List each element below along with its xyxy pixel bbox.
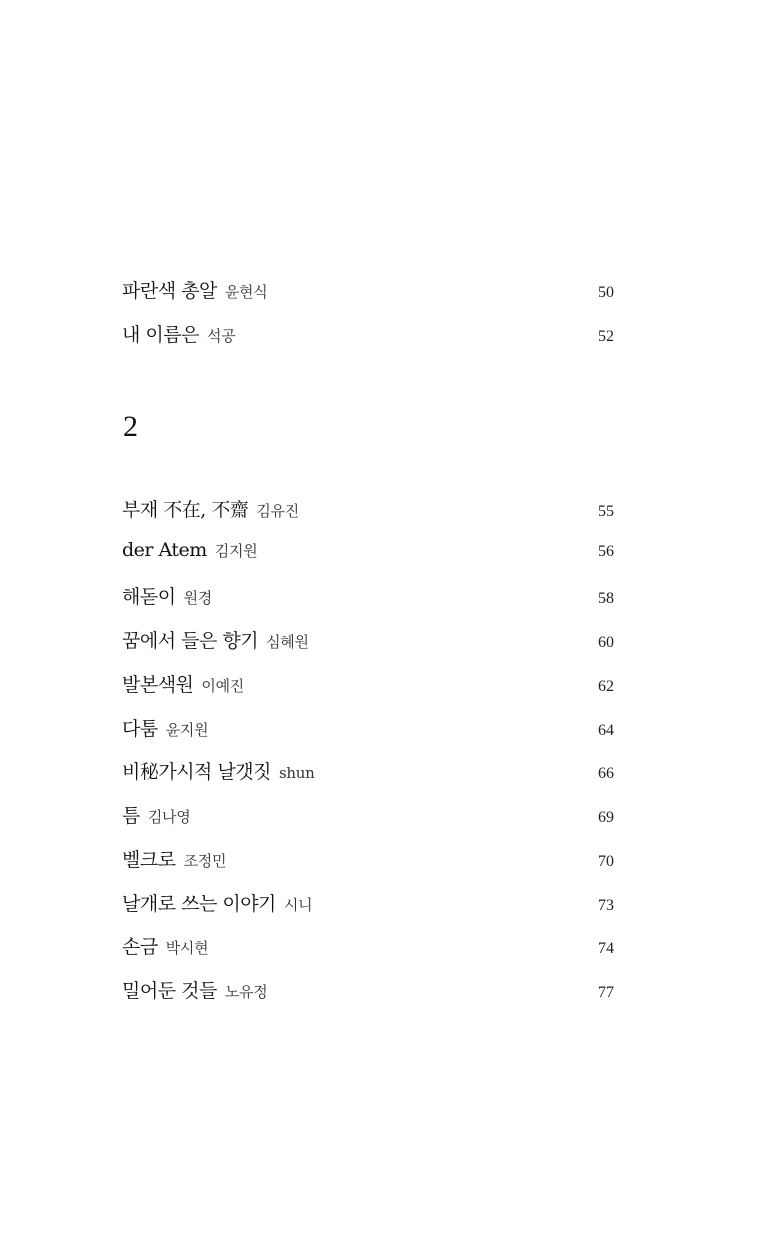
toc-entry-author: 윤지원 bbox=[165, 721, 209, 739]
toc-entry bbox=[122, 320, 614, 350]
toc-entry-title: 날개로 쓰는 이야기 bbox=[122, 893, 276, 915]
toc-entry bbox=[122, 976, 614, 1006]
toc-entry-page-number: 66 bbox=[598, 765, 614, 782]
toc-entry-title: 밀어둔 것들 bbox=[122, 980, 217, 1002]
toc-entry-author: 노유정 bbox=[224, 983, 268, 1001]
toc-entry-page-number: 50 bbox=[598, 284, 614, 301]
toc-entry-author: 박시현 bbox=[165, 939, 209, 957]
toc-entry bbox=[122, 626, 614, 656]
toc-entry-text bbox=[122, 932, 208, 959]
toc-entry-title: der Atem bbox=[122, 539, 207, 561]
toc-entry bbox=[122, 889, 614, 919]
toc-entry-page-number: 56 bbox=[598, 543, 614, 560]
toc-entry-page-number: 62 bbox=[598, 678, 614, 695]
toc-entry bbox=[122, 714, 614, 744]
toc-entry-title: 발본색원 bbox=[122, 674, 194, 696]
toc-entry-title: 부재 不在, 不齋 bbox=[122, 499, 249, 521]
toc-entry-author: 원경 bbox=[183, 589, 212, 607]
toc-entry bbox=[122, 276, 614, 306]
toc-entry-page-number: 55 bbox=[598, 503, 614, 520]
toc-entry-author: 이예진 bbox=[201, 677, 244, 695]
toc-entry-text bbox=[122, 889, 312, 916]
toc-entry-text bbox=[122, 801, 190, 828]
toc-entry-author: 시니 bbox=[283, 896, 313, 914]
toc-entry-title: 벨크로 bbox=[122, 849, 176, 871]
toc-entry-page-number: 70 bbox=[598, 853, 614, 870]
toc-entry-author: 김지원 bbox=[214, 542, 258, 560]
toc-entry-text bbox=[122, 714, 208, 741]
toc-entry bbox=[122, 932, 614, 962]
toc-entry-author: 김나영 bbox=[147, 808, 191, 826]
toc-entry-page-number: 74 bbox=[598, 940, 614, 957]
toc-entry-title: 해돋이 bbox=[122, 586, 176, 608]
toc-entry-text bbox=[122, 670, 244, 697]
toc-entry-text bbox=[122, 320, 235, 347]
toc-entry-title: 비秘가시적 날갯짓 bbox=[122, 761, 272, 783]
toc-entry-page-number: 64 bbox=[598, 722, 614, 739]
toc-entry-title: 꿈에서 들은 향기 bbox=[122, 630, 259, 652]
toc-entry-page-number: 73 bbox=[598, 897, 614, 914]
toc-entry-title: 손금 bbox=[122, 936, 158, 958]
toc-entry-page-number: 60 bbox=[598, 634, 614, 651]
toc-entry-author: 석공 bbox=[206, 327, 236, 345]
toc-entry-text bbox=[122, 495, 299, 522]
toc-entry bbox=[122, 582, 614, 612]
toc-entry-author: 심혜원 bbox=[266, 633, 309, 651]
toc-entry-title: 내 이름은 bbox=[122, 324, 199, 346]
toc-entry-page-number: 69 bbox=[598, 809, 614, 826]
toc-entry-author: shun bbox=[279, 764, 315, 782]
toc-entry-author: 김유진 bbox=[256, 502, 299, 520]
toc-entry bbox=[122, 495, 614, 525]
toc-entry-author: 조정민 bbox=[183, 852, 227, 870]
toc-entry-text bbox=[122, 626, 309, 653]
toc-entry bbox=[122, 670, 614, 700]
toc-entry bbox=[122, 757, 614, 787]
toc-entry bbox=[122, 801, 614, 831]
toc-entry bbox=[122, 539, 614, 569]
toc-entry-text bbox=[122, 976, 267, 1003]
toc-entry-title: 파란색 총알 bbox=[122, 280, 217, 302]
toc-entry bbox=[122, 845, 614, 875]
section-number: 2 bbox=[123, 410, 138, 443]
toc-entry-text bbox=[122, 276, 267, 303]
toc-entry-text bbox=[122, 582, 212, 609]
toc-entry-page-number: 77 bbox=[598, 984, 614, 1001]
toc-entry-text bbox=[122, 757, 315, 784]
toc-entry-author: 윤현식 bbox=[224, 283, 268, 301]
toc-entry-page-number: 58 bbox=[598, 590, 614, 607]
toc-entry-title: 다툼 bbox=[122, 718, 158, 740]
toc-entry-title: 틈 bbox=[122, 805, 140, 827]
toc-entry-page-number: 52 bbox=[598, 328, 614, 345]
toc-entry-text bbox=[122, 539, 257, 561]
toc-entry-text bbox=[122, 845, 226, 872]
